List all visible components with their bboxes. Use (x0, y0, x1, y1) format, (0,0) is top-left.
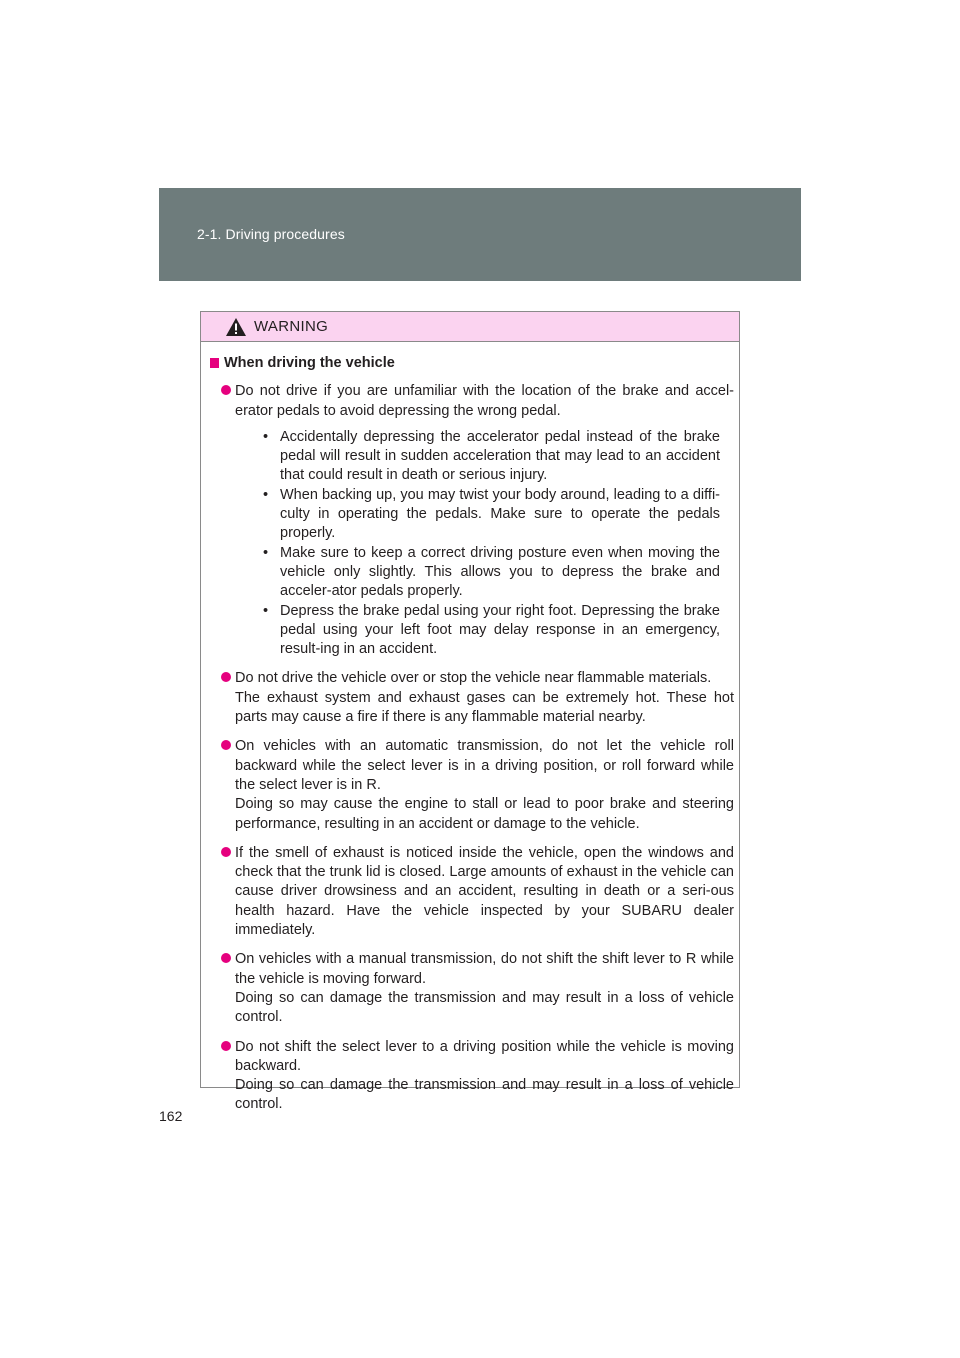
page-number: 162 (159, 1108, 183, 1124)
warning-section-title: When driving the vehicle (201, 354, 739, 373)
section-header (159, 188, 801, 281)
round-bullet-icon (221, 953, 231, 963)
sub-list-item: • Make sure to keep a correct driving posture even when moving the vehicle only slightly. This allows you to depress the brake and acceler-ator pedals properly. (263, 544, 720, 600)
warning-title: WARNING (254, 318, 329, 335)
warning-content (201, 342, 739, 1115)
warning-item: On vehicles with an automatic transmission, do not let the vehicle roll backward while the select lever is in a driving position, or roll forward while the select lever is in R. Doing so may cause the engine to stall or lead to poor brake and steering performance, resulting in an accident or damage to the vehicle. (201, 737, 739, 833)
warning-item: If the smell of exhaust is noticed inside the vehicle, open the windows and check that the trunk lid is closed. Large amounts of exhaust in the vehicle can cause driver drowsiness and an accident, resulting in death or a seri-ous health hazard. Have the vehicle inspected by your SUBARU dealer immediately. (201, 844, 739, 940)
warning-box (200, 311, 740, 1113)
warning-item: Do not drive the vehicle over or stop the vehicle near flammable materials. The exhaust system and exhaust gases can be extremely hot. These hot parts may cause a fire if there is any flammable material nearby. (201, 669, 739, 727)
warning-item: On vehicles with a manual transmission, do not shift the shift lever to R while the vehicle is moving forward. Doing so can damage the transmission and may result in a loss of vehicle control. (201, 950, 739, 1027)
round-bullet-icon (221, 740, 231, 750)
warning-triangle-icon (225, 317, 247, 337)
sub-list-item: • Depress the brake pedal using your right foot. Depressing the brake pedal using your left foot may delay response in an emergency, result-ing in an accident. (263, 602, 720, 658)
sub-list-item: • When backing up, you may twist your body around, leading to a diffi-culty in operating the pedals. Make sure to operate the pedals properly. (263, 486, 720, 542)
round-bullet-icon (221, 385, 231, 395)
warning-header (201, 312, 739, 342)
warning-item: Do not drive if you are unfamiliar with the location of the brake and accel-erator pedals to avoid depressing the wrong pedal. • Accidentally depressing the accelerator pedal instead of the brake pedal will result in sudden acceleration that may lead to an accident that could result in death or serious injury. • When backing up, you may twist your body around, leading to a diffi-culty in operating the pedals. Make sure to operate the pedals properly. • Make sure to keep a correct driving posture even when moving the vehicle only slightly. This allows you to depress the brake and acceler-ator pedals properly. • Depress the brake pedal using your right foot. Depressing the brake pedal using your left foot may delay response in an emergency, result-ing in an accident. (201, 382, 739, 659)
square-bullet-icon (210, 358, 219, 368)
section-title: 2-1. Driving procedures (197, 226, 345, 242)
sub-list (235, 428, 734, 660)
round-bullet-icon (221, 672, 231, 682)
round-bullet-icon (221, 847, 231, 857)
round-bullet-icon (221, 1041, 231, 1051)
warning-item: Do not shift the select lever to a driving position while the vehicle is moving backward. Doing so can damage the transmission and may result in a loss of vehicle control. (201, 1038, 739, 1115)
sub-list-item: • Accidentally depressing the accelerator pedal instead of the brake pedal will result in sudden acceleration that may lead to an accident that could result in death or serious injury. (263, 428, 720, 484)
